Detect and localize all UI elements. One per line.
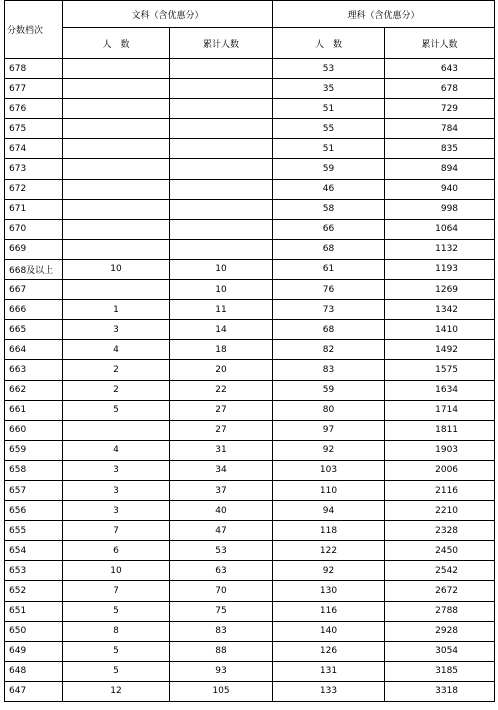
table-row <box>5 99 495 119</box>
like-cumulative-cell: 2210 <box>385 501 495 521</box>
like-count-cell: 59 <box>273 380 385 400</box>
wenke-cumulative-cell <box>170 239 273 259</box>
wenke-count-cell: 5 <box>63 661 170 681</box>
wenke-cumulative-cell: 83 <box>170 621 273 641</box>
like-cumulative-cell: 835 <box>385 139 495 159</box>
like-count-cell: 126 <box>273 641 385 661</box>
wenke-count-cell: 2 <box>63 360 170 380</box>
table-row <box>5 521 495 541</box>
table-row <box>5 440 495 460</box>
wenke-cumulative-cell <box>170 139 273 159</box>
wenke-cumulative-cell: 10 <box>170 280 273 300</box>
like-cumulative-cell: 2006 <box>385 460 495 480</box>
like-cumulative-cell: 2450 <box>385 541 495 561</box>
like-count-cell: 83 <box>273 360 385 380</box>
wenke-count-cell: 1 <box>63 300 170 320</box>
like-cumulative-cell: 3054 <box>385 641 495 661</box>
score-cell: 665 <box>5 320 63 340</box>
like-cumulative-cell: 643 <box>385 59 495 79</box>
score-cell: 674 <box>5 139 63 159</box>
like-cumulative-cell: 940 <box>385 179 495 199</box>
like-cumulative-cell: 998 <box>385 199 495 219</box>
table-row <box>5 681 495 701</box>
table-row <box>5 219 495 239</box>
like-cumulative-cell: 1064 <box>385 219 495 239</box>
like-count-cell: 82 <box>273 340 385 360</box>
table-row <box>5 581 495 601</box>
like-cumulative-cell: 729 <box>385 99 495 119</box>
wenke-count-cell <box>63 219 170 239</box>
score-column-header: 分数档次 <box>5 1 63 59</box>
like-count-cell: 140 <box>273 621 385 641</box>
score-cell: 658 <box>5 460 63 480</box>
score-cell: 672 <box>5 179 63 199</box>
wenke-cumulative-cell <box>170 99 273 119</box>
like-count-cell: 118 <box>273 521 385 541</box>
table-row <box>5 601 495 621</box>
score-cell: 678 <box>5 59 63 79</box>
wenke-count-cell: 5 <box>63 641 170 661</box>
table-row <box>5 139 495 159</box>
score-distribution-document <box>4 0 495 702</box>
wenke-cumulative-cell <box>170 159 273 179</box>
like-count-cell: 51 <box>273 139 385 159</box>
wenke-cumulative-cell: 105 <box>170 681 273 701</box>
wenke-count-cell: 3 <box>63 320 170 340</box>
like-count-cell: 66 <box>273 219 385 239</box>
wenke-cumulative-cell: 93 <box>170 661 273 681</box>
like-cumulative-cell: 1811 <box>385 420 495 440</box>
like-count-cell: 46 <box>273 179 385 199</box>
like-cumulative-cell: 1193 <box>385 259 495 279</box>
score-cell: 662 <box>5 380 63 400</box>
like-cumulative-cell: 678 <box>385 79 495 99</box>
like-cumulative-cell: 2672 <box>385 581 495 601</box>
wenke-cumulative-cell <box>170 219 273 239</box>
wenke-count-cell: 3 <box>63 460 170 480</box>
wenke-count-cell: 3 <box>63 480 170 500</box>
score-cell: 653 <box>5 561 63 581</box>
like-count-cell: 94 <box>273 501 385 521</box>
wenke-count-cell <box>63 119 170 139</box>
score-cell: 660 <box>5 420 63 440</box>
table-row <box>5 561 495 581</box>
like-cumulative-cell: 3185 <box>385 661 495 681</box>
like-count-cell: 116 <box>273 601 385 621</box>
score-cell: 654 <box>5 541 63 561</box>
wenke-cumulative-cell <box>170 119 273 139</box>
score-cell: 667 <box>5 280 63 300</box>
score-distribution-table <box>4 0 495 702</box>
table-row <box>5 501 495 521</box>
like-count-cell: 92 <box>273 561 385 581</box>
score-cell: 649 <box>5 641 63 661</box>
like-count-cell: 110 <box>273 480 385 500</box>
wenke-cumulative-cell <box>170 59 273 79</box>
wenke-cumulative-cell: 75 <box>170 601 273 621</box>
like-count-cell: 130 <box>273 581 385 601</box>
table-row <box>5 380 495 400</box>
like-count-cell: 73 <box>273 300 385 320</box>
wenke-cumulative-cell: 63 <box>170 561 273 581</box>
score-cell: 671 <box>5 199 63 219</box>
like-count-header: 人 数 <box>273 28 385 59</box>
wenke-cumulative-cell: 40 <box>170 501 273 521</box>
like-cumulative-cell: 1903 <box>385 440 495 460</box>
like-cumulative-cell: 1269 <box>385 280 495 300</box>
wenke-count-cell <box>63 79 170 99</box>
wenke-count-cell: 10 <box>63 561 170 581</box>
wenke-count-cell: 7 <box>63 521 170 541</box>
wenke-cumulative-cell: 53 <box>170 541 273 561</box>
wenke-count-cell <box>63 59 170 79</box>
score-cell: 664 <box>5 340 63 360</box>
score-cell: 657 <box>5 480 63 500</box>
like-cumulative-cell: 2542 <box>385 561 495 581</box>
wenke-count-cell: 4 <box>63 340 170 360</box>
table-row <box>5 59 495 79</box>
table-row <box>5 460 495 480</box>
table-row <box>5 360 495 380</box>
table-row <box>5 340 495 360</box>
wenke-count-header: 人 数 <box>63 28 170 59</box>
score-cell: 659 <box>5 440 63 460</box>
wenke-count-cell: 3 <box>63 501 170 521</box>
wenke-cumulative-cell: 27 <box>170 400 273 420</box>
score-cell: 669 <box>5 239 63 259</box>
like-count-cell: 80 <box>273 400 385 420</box>
like-cumulative-cell: 1342 <box>385 300 495 320</box>
wenke-count-cell: 12 <box>63 681 170 701</box>
wenke-count-cell <box>63 420 170 440</box>
like-cumulative-cell: 3318 <box>385 681 495 701</box>
wenke-cumulative-cell: 10 <box>170 259 273 279</box>
score-cell: 663 <box>5 360 63 380</box>
table-row <box>5 259 495 279</box>
wenke-count-cell: 10 <box>63 259 170 279</box>
like-count-cell: 53 <box>273 59 385 79</box>
wenke-count-cell: 4 <box>63 440 170 460</box>
wenke-count-cell: 5 <box>63 601 170 621</box>
table-body <box>5 59 495 702</box>
score-cell: 677 <box>5 79 63 99</box>
wenke-cumulative-cell: 14 <box>170 320 273 340</box>
score-cell: 650 <box>5 621 63 641</box>
like-cumulative-cell: 1714 <box>385 400 495 420</box>
wenke-cumulative-header: 累计人数 <box>170 28 273 59</box>
like-count-cell: 131 <box>273 661 385 681</box>
like-cumulative-cell: 1410 <box>385 320 495 340</box>
wenke-count-cell <box>63 159 170 179</box>
like-cumulative-cell: 1492 <box>385 340 495 360</box>
table-row <box>5 480 495 500</box>
wenke-cumulative-cell: 27 <box>170 420 273 440</box>
wenke-count-cell <box>63 280 170 300</box>
table-row <box>5 641 495 661</box>
wenke-cumulative-cell: 88 <box>170 641 273 661</box>
like-count-cell: 97 <box>273 420 385 440</box>
wenke-count-cell <box>63 199 170 219</box>
like-cumulative-cell: 2116 <box>385 480 495 500</box>
wenke-cumulative-cell: 47 <box>170 521 273 541</box>
table-row <box>5 179 495 199</box>
like-count-cell: 76 <box>273 280 385 300</box>
wenke-count-cell: 2 <box>63 380 170 400</box>
wenke-cumulative-cell <box>170 199 273 219</box>
like-count-cell: 55 <box>273 119 385 139</box>
like-count-cell: 68 <box>273 239 385 259</box>
like-cumulative-cell: 2328 <box>385 521 495 541</box>
table-row <box>5 280 495 300</box>
like-count-cell: 61 <box>273 259 385 279</box>
wenke-count-cell <box>63 179 170 199</box>
wenke-group-header: 文科（含优惠分） <box>63 1 273 28</box>
like-group-header: 理科（含优惠分） <box>273 1 495 28</box>
like-count-cell: 68 <box>273 320 385 340</box>
table-row <box>5 320 495 340</box>
wenke-count-cell <box>63 99 170 119</box>
score-cell: 652 <box>5 581 63 601</box>
wenke-cumulative-cell: 70 <box>170 581 273 601</box>
like-count-cell: 35 <box>273 79 385 99</box>
wenke-cumulative-cell: 18 <box>170 340 273 360</box>
table-row <box>5 159 495 179</box>
score-cell: 675 <box>5 119 63 139</box>
score-cell: 661 <box>5 400 63 420</box>
score-cell: 666 <box>5 300 63 320</box>
like-cumulative-cell: 784 <box>385 119 495 139</box>
table-row <box>5 541 495 561</box>
like-cumulative-cell: 894 <box>385 159 495 179</box>
like-count-cell: 103 <box>273 460 385 480</box>
table-header <box>5 1 495 59</box>
wenke-cumulative-cell: 34 <box>170 460 273 480</box>
wenke-count-cell: 6 <box>63 541 170 561</box>
score-cell: 676 <box>5 99 63 119</box>
like-cumulative-cell: 1634 <box>385 380 495 400</box>
score-cell: 655 <box>5 521 63 541</box>
like-count-cell: 58 <box>273 199 385 219</box>
wenke-count-cell <box>63 239 170 259</box>
table-row <box>5 79 495 99</box>
like-cumulative-cell: 2788 <box>385 601 495 621</box>
score-cell: 668及以上 <box>5 259 63 279</box>
wenke-cumulative-cell: 11 <box>170 300 273 320</box>
like-count-cell: 122 <box>273 541 385 561</box>
score-cell: 651 <box>5 601 63 621</box>
like-cumulative-cell: 1575 <box>385 360 495 380</box>
table-row <box>5 661 495 681</box>
score-cell: 648 <box>5 661 63 681</box>
table-row <box>5 199 495 219</box>
wenke-count-cell: 5 <box>63 400 170 420</box>
wenke-cumulative-cell <box>170 79 273 99</box>
table-row <box>5 400 495 420</box>
score-cell: 656 <box>5 501 63 521</box>
wenke-cumulative-cell: 20 <box>170 360 273 380</box>
table-row <box>5 420 495 440</box>
table-row <box>5 300 495 320</box>
like-count-cell: 133 <box>273 681 385 701</box>
wenke-count-cell: 8 <box>63 621 170 641</box>
like-count-cell: 92 <box>273 440 385 460</box>
like-cumulative-header: 累计人数 <box>385 28 495 59</box>
wenke-count-cell <box>63 139 170 159</box>
wenke-count-cell: 7 <box>63 581 170 601</box>
wenke-cumulative-cell: 22 <box>170 380 273 400</box>
like-cumulative-cell: 1132 <box>385 239 495 259</box>
score-cell: 670 <box>5 219 63 239</box>
wenke-cumulative-cell <box>170 179 273 199</box>
score-cell: 673 <box>5 159 63 179</box>
like-count-cell: 51 <box>273 99 385 119</box>
score-cell: 647 <box>5 681 63 701</box>
wenke-cumulative-cell: 37 <box>170 480 273 500</box>
wenke-cumulative-cell: 31 <box>170 440 273 460</box>
table-row <box>5 621 495 641</box>
table-row <box>5 119 495 139</box>
table-row <box>5 239 495 259</box>
like-cumulative-cell: 2928 <box>385 621 495 641</box>
like-count-cell: 59 <box>273 159 385 179</box>
